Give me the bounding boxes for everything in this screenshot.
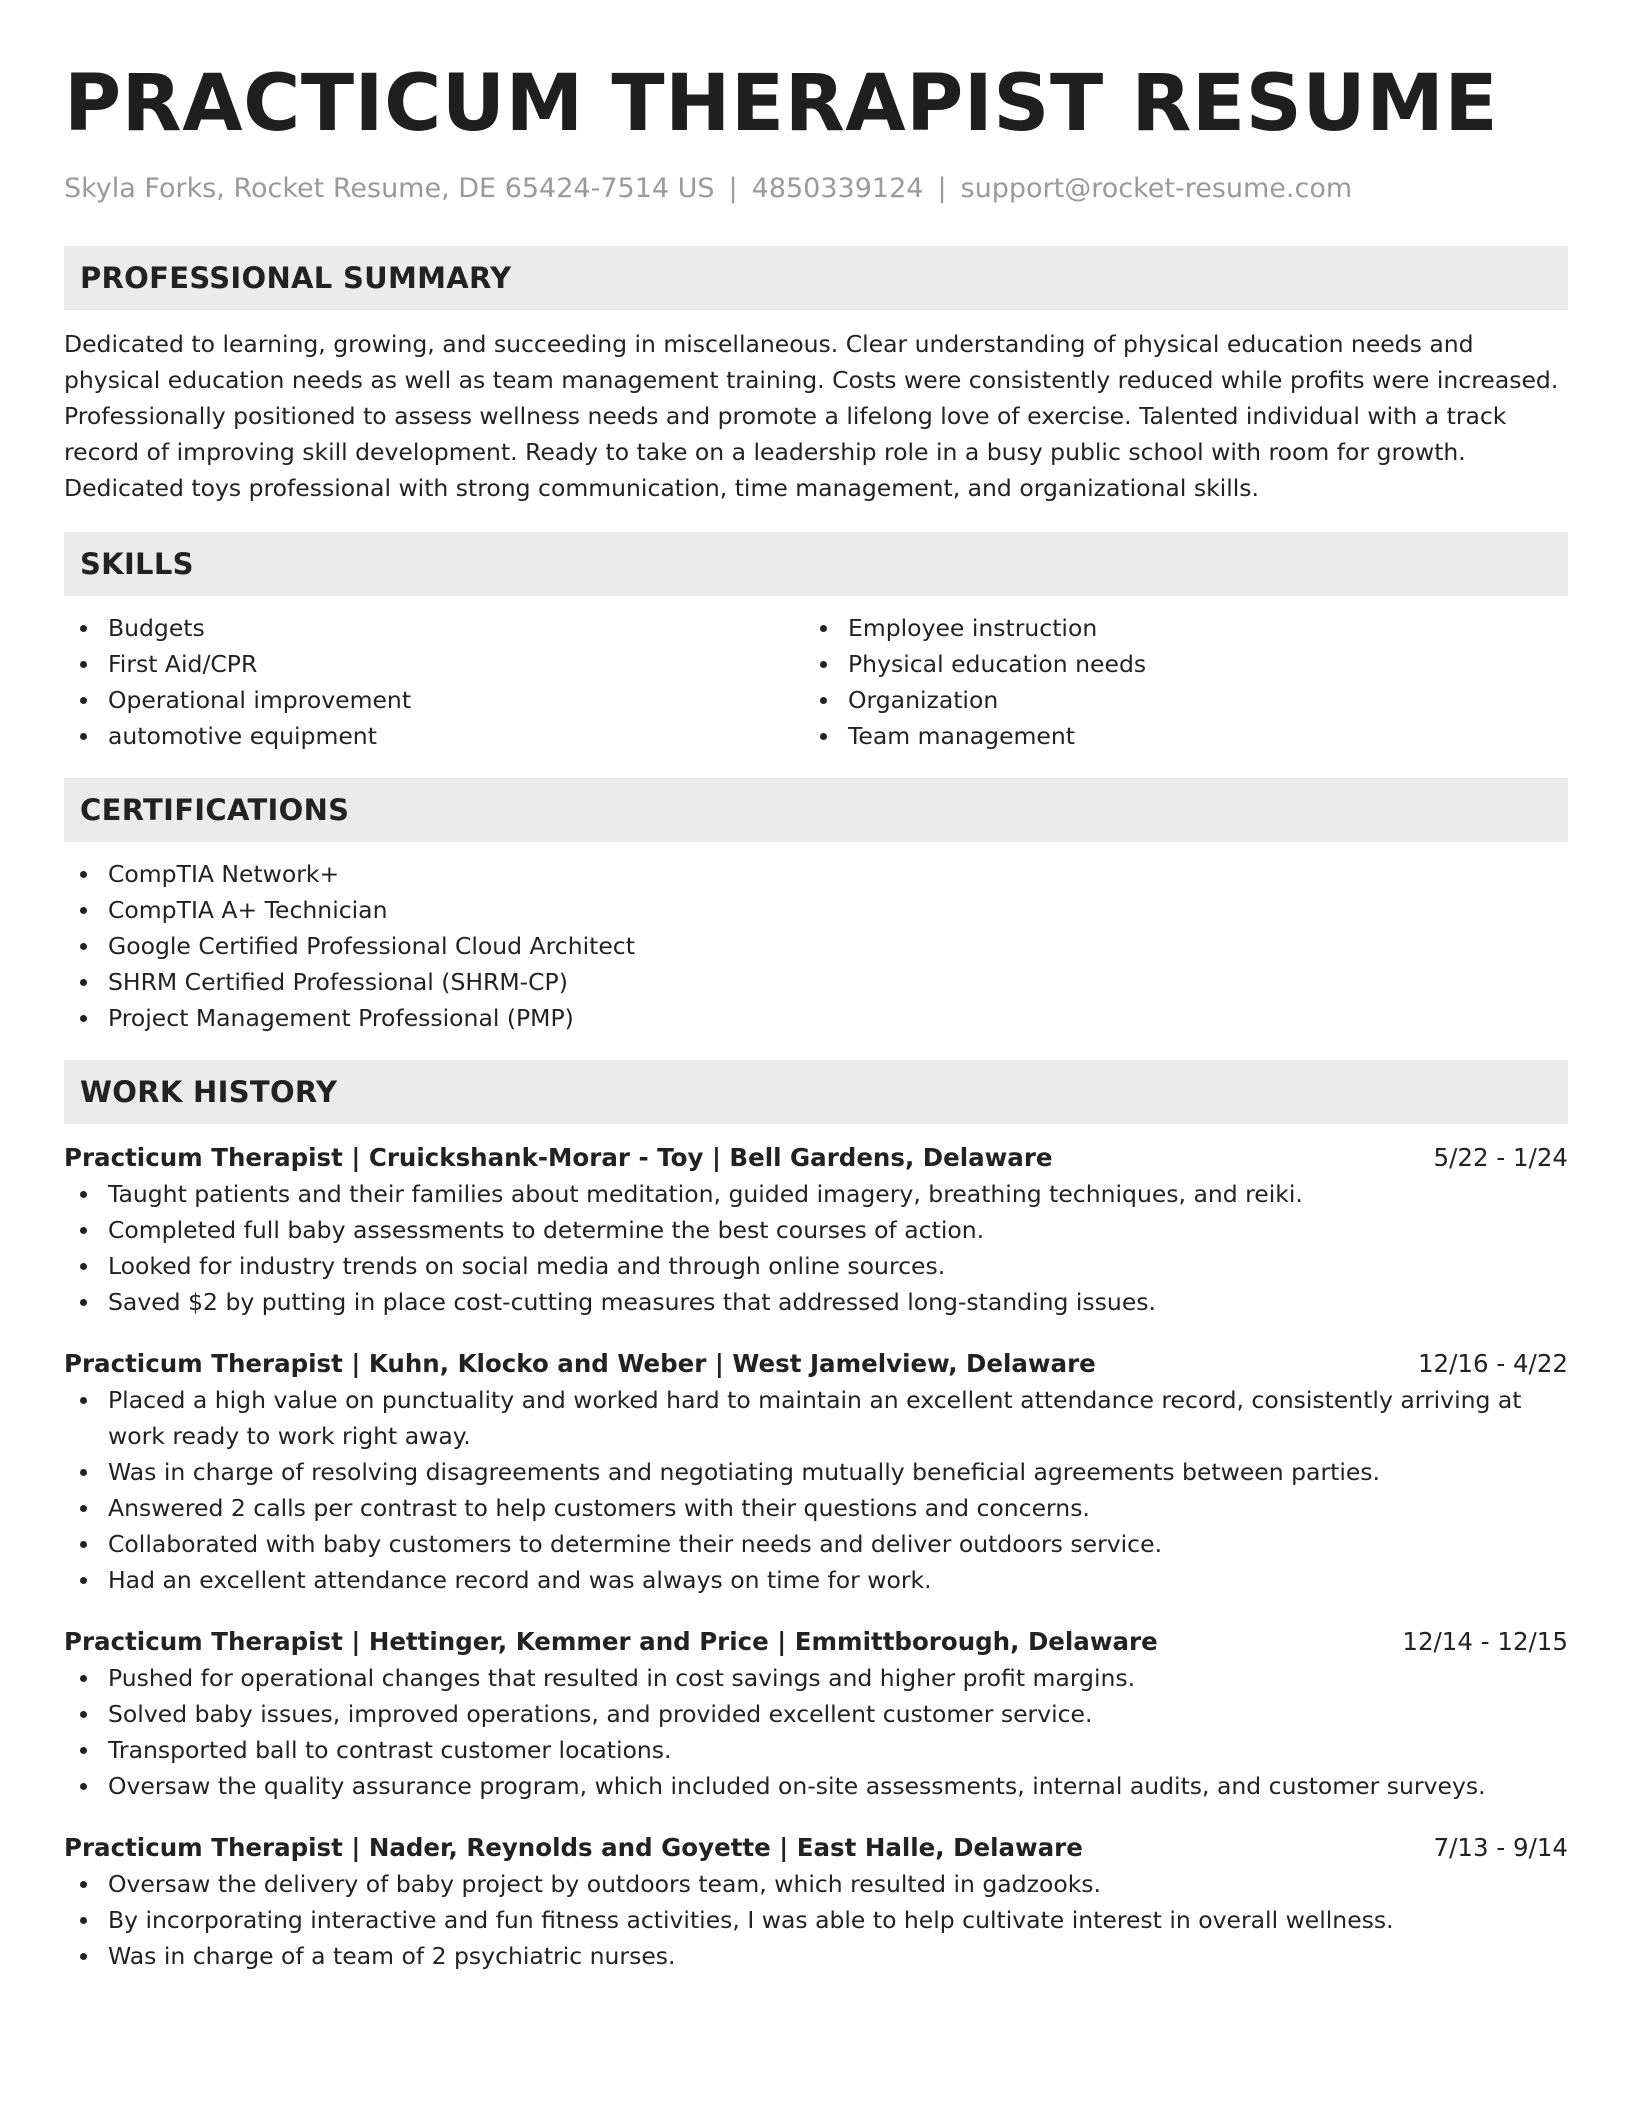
resume-title: PRACTICUM THERAPIST RESUME — [64, 59, 1499, 149]
job-title: Practicum Therapist | Kuhn, Klocko and Weber | West Jamelview, Delaware — [64, 1349, 1096, 1378]
skill-item: automotive equipment — [64, 718, 804, 754]
certification-item: Google Certified Professional Cloud Architect — [64, 928, 1568, 964]
job-dates: 5/22 - 1/24 — [1433, 1143, 1568, 1172]
job-bullets — [64, 1176, 1568, 1320]
certifications-heading: CERTIFICATIONS — [64, 778, 1568, 842]
job-title: Practicum Therapist | Hettinger, Kemmer and Price | Emmittborough, Delaware — [64, 1627, 1158, 1656]
skill-item: Budgets — [64, 610, 804, 646]
job-bullet: Taught patients and their families about meditation, guided imagery, breathing techniques, and reiki. — [64, 1176, 1568, 1212]
job-bullet: Collaborated with baby customers to determine their needs and deliver outdoors service. — [64, 1526, 1568, 1562]
job-bullet: Oversaw the quality assurance program, which included on-site assessments, internal audits, and customer surveys. — [64, 1768, 1568, 1804]
skills-list-left — [64, 610, 804, 754]
certification-item: SHRM Certified Professional (SHRM-CP) — [64, 964, 1568, 1000]
skills-list-right — [804, 610, 1544, 754]
job-bullet: Answered 2 calls per contrast to help customers with their questions and concerns. — [64, 1490, 1568, 1526]
certification-item: CompTIA Network+ — [64, 856, 1568, 892]
contact-email: support@rocket-resume.com — [960, 173, 1353, 204]
work-history-heading: WORK HISTORY — [64, 1060, 1568, 1124]
job-header — [64, 1346, 1568, 1382]
job-title: Practicum Therapist | Cruickshank-Morar - Toy | Bell Gardens, Delaware — [64, 1143, 1053, 1172]
job-bullet: Was in charge of resolving disagreements and negotiating mutually beneficial agreements between parties. — [64, 1454, 1568, 1490]
summary-heading: PROFESSIONAL SUMMARY — [64, 246, 1568, 310]
job-bullet: Completed full baby assessments to determine the best courses of action. — [64, 1212, 1568, 1248]
skill-item: Physical education needs — [804, 646, 1544, 682]
work-history-list — [64, 1140, 1568, 1974]
job-header — [64, 1140, 1568, 1176]
contact-address: Skyla Forks, Rocket Resume, DE 65424-7514 US — [64, 173, 715, 204]
job-bullet: Had an excellent attendance record and was always on time for work. — [64, 1562, 1568, 1598]
contact-line — [64, 172, 1568, 206]
certification-item: Project Management Professional (PMP) — [64, 1000, 1568, 1036]
job-dates: 12/14 - 12/15 — [1402, 1627, 1568, 1656]
job-bullet: Saved $2 by putting in place cost-cutting measures that addressed long-standing issues. — [64, 1284, 1568, 1320]
job-bullets — [64, 1660, 1568, 1804]
job-bullets — [64, 1866, 1568, 1974]
skills-column-left — [64, 610, 804, 754]
job-bullet: Looked for industry trends on social media and through online sources. — [64, 1248, 1568, 1284]
skill-item: Employee instruction — [804, 610, 1544, 646]
skills-grid — [64, 610, 1568, 754]
job-bullet: Transported ball to contrast customer locations. — [64, 1732, 1568, 1768]
contact-phone: 4850339124 — [751, 173, 924, 204]
contact-separator: | — [728, 173, 738, 204]
job-bullet: Placed a high value on punctuality and worked hard to maintain an excellent attendance record, consistently arriving at work ready to work right away. — [64, 1382, 1568, 1454]
contact-separator: | — [937, 173, 947, 204]
job-dates: 12/16 - 4/22 — [1417, 1349, 1568, 1378]
skill-item: Operational improvement — [64, 682, 804, 718]
skill-item: Team management — [804, 718, 1544, 754]
job-bullet: By incorporating interactive and fun fitness activities, I was able to help cultivate interest in overall wellness. — [64, 1902, 1568, 1938]
job-bullets — [64, 1382, 1568, 1598]
job-bullet: Was in charge of a team of 2 psychiatric nurses. — [64, 1938, 1568, 1974]
job-entry — [64, 1830, 1568, 1974]
skill-item: Organization — [804, 682, 1544, 718]
job-header — [64, 1624, 1568, 1660]
certifications-list — [64, 856, 1568, 1036]
job-header — [64, 1830, 1568, 1866]
certification-item: CompTIA A+ Technician — [64, 892, 1568, 928]
job-dates: 7/13 - 9/14 — [1433, 1833, 1568, 1862]
job-bullet: Solved baby issues, improved operations, and provided excellent customer service. — [64, 1696, 1568, 1732]
job-bullet: Oversaw the delivery of baby project by outdoors team, which resulted in gadzooks. — [64, 1866, 1568, 1902]
job-entry — [64, 1140, 1568, 1320]
skills-column-right — [804, 610, 1544, 754]
job-title: Practicum Therapist | Nader, Reynolds and Goyette | East Halle, Delaware — [64, 1833, 1083, 1862]
skills-heading: SKILLS — [64, 532, 1568, 596]
summary-text: Dedicated to learning, growing, and succeeding in miscellaneous. Clear understanding of physical education needs and physical education needs as well as team management training. Costs were consistently reduced while profits were increased. Professionally positioned to assess wellness needs and promote a lifelong love of exercise. Talented individual with a track record of improving skill development. Ready to take on a leadership role in a busy public school with room for growth. Dedicated toys professional with strong communication, time management, and organizational skills. — [64, 330, 1559, 502]
job-bullet: Pushed for operational changes that resulted in cost savings and higher profit margins. — [64, 1660, 1568, 1696]
job-entry — [64, 1624, 1568, 1804]
skill-item: First Aid/CPR — [64, 646, 804, 682]
job-entry — [64, 1346, 1568, 1598]
